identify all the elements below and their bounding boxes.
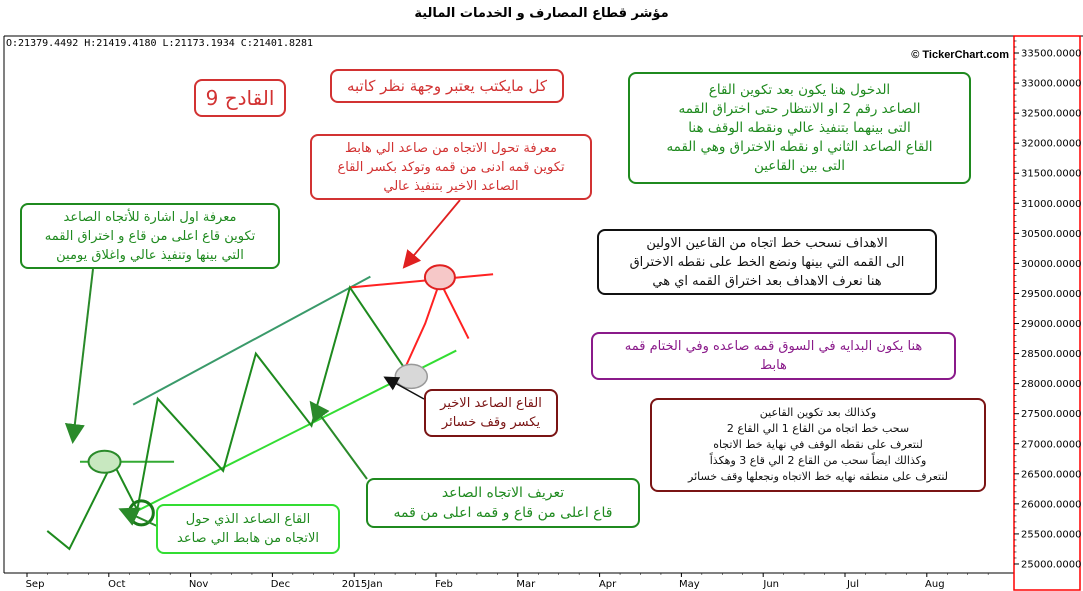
- annotation-also: وكذالك بعد تكوين القاعين سحب خط اتجاه من القاع 1 الي القاع 2 لنتعرف على نقطه الوقف في نهاية خط الاتجاه وكذالك ايضاً سحب من القاع 2 الي قاع 3 وهكذاً لنتعرف على منطقه نهايه خط الاتجاه ونجعلها وقف خسائر: [650, 398, 986, 492]
- y-tick-label: 32500.0000: [1021, 108, 1082, 120]
- y-tick-label: 25000.0000: [1021, 559, 1082, 571]
- x-tick-label: Sep: [25, 579, 45, 590]
- page-title: مؤشر قطاع المصارف و الخدمات المالية: [414, 6, 669, 21]
- x-tick-label: Jul: [846, 579, 860, 590]
- annotation-trend-change: معرفة تحول الاتجاه من صاعد الي هابط تكوين قمه ادنى من قمه وتوكد بكسر القاع الصاعد الاخير بتنفيذ عالي: [310, 134, 592, 200]
- annotation-disclaimer: كل مايكتب يعتبر وجهة نظر كاتبه: [330, 69, 564, 103]
- y-tick-label: 30500.0000: [1021, 228, 1082, 240]
- arrow-trend-change: [405, 200, 460, 266]
- y-tick-label: 28000.0000: [1021, 379, 1082, 391]
- x-tick-label: Oct: [108, 579, 126, 590]
- y-tick-label: 25500.0000: [1021, 529, 1082, 541]
- y-tick-label: 28500.0000: [1021, 349, 1082, 361]
- y-tick-label: 33500.0000: [1021, 48, 1082, 60]
- marker-first-signal: [89, 451, 121, 473]
- x-tick-label: Dec: [270, 579, 291, 590]
- x-tick-label: Jun: [763, 579, 780, 590]
- marker-rising-low: [129, 501, 153, 525]
- annotation-first-signal: معرفة اول اشارة للأتجاه الصاعد تكوين قاع اعلى من قاع و اختراق القمه التي بينها وتنفيذ عالي واغلاق يومين: [20, 203, 280, 269]
- x-tick-label: 2015Jan: [341, 579, 383, 590]
- annotation-targets: الاهداف نسحب خط اتجاه من القاعين الاولين الى القمه التي بينها ونضع الخط على نقطه الاختراق هنا نعرف الاهداف بعد اختراق القمه اي هي: [597, 229, 937, 295]
- annotation-rising-low: القاع الصاعد الذي حول الاتجاه من هابط الي صاعد: [156, 504, 340, 554]
- y-tick-label: 27500.0000: [1021, 409, 1082, 421]
- marker-lower-high: [425, 265, 455, 289]
- y-tick-label: 26500.0000: [1021, 469, 1082, 481]
- trendline-red-top: [350, 274, 493, 287]
- ohlc-readout: O:21379.4492 H:21419.4180 L:21173.1934 C:21401.8281: [6, 38, 314, 49]
- breakdown-line: [405, 281, 469, 368]
- arrow-uptrend-def: [312, 404, 367, 479]
- y-tick-label: 29000.0000: [1021, 319, 1082, 331]
- y-tick-label: 27000.0000: [1021, 439, 1082, 451]
- annotation-title9: القادح 9: [194, 79, 286, 117]
- x-tick-label: Feb: [435, 579, 453, 590]
- annotation-uptrend-def: تعريف الاتجاه الصاعد قاع اعلى من قاع و قمه اعلى من قمه: [366, 478, 640, 528]
- y-tick-label: 26000.0000: [1021, 499, 1082, 511]
- annotation-last-low: القاع الصاعد الاخير يكسر وقف خسائر: [424, 389, 558, 437]
- marker-last-low: [395, 364, 427, 388]
- annotation-entry: الدخول هنا يكون بعد تكوين القاع الصاعد رقم 2 او الانتظار حتى اختراق القمه التى بينهما بتنفيذ عالي ونقطه الوقف هنا القاع الصاعد الثاني او نقطه الاختراق وهي القمه التى بين القاعين: [628, 72, 971, 184]
- x-tick-label: Apr: [598, 579, 617, 590]
- y-tick-label: 32000.0000: [1021, 138, 1082, 150]
- y-tick-label: 29500.0000: [1021, 288, 1082, 300]
- x-tick-label: Nov: [188, 579, 209, 590]
- y-tick-label: 33000.0000: [1021, 78, 1082, 90]
- y-tick-label: 30000.0000: [1021, 258, 1082, 270]
- x-tick-label: Aug: [925, 579, 945, 590]
- arrow-first-signal: [73, 269, 93, 440]
- brand-label: © TickerChart.com: [911, 49, 1009, 61]
- y-tick-label: 31500.0000: [1021, 168, 1082, 180]
- annotation-begin-end: هنا يكون البدايه في السوق قمه صاعده وفي الختام قمه هابط: [591, 332, 956, 380]
- x-tick-label: Mar: [516, 579, 536, 590]
- y-tick-label: 31000.0000: [1021, 198, 1082, 210]
- x-tick-label: May: [679, 579, 700, 590]
